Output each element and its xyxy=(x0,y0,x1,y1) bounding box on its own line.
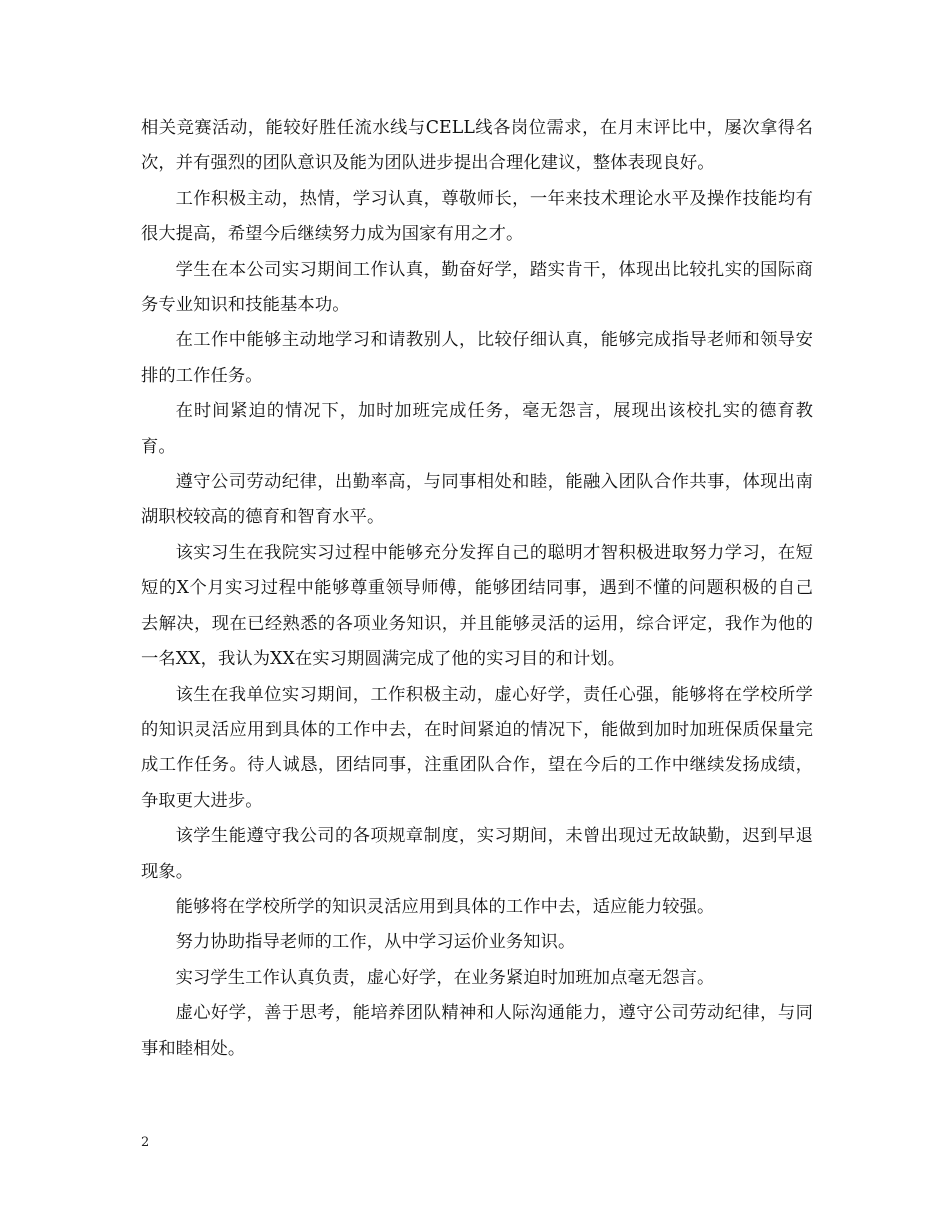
paragraph-9: 该学生能遵守我公司的各项规章制度，实习期间，未曾出现过无故缺勤，迟到早退现象。 xyxy=(141,826,813,882)
paragraph-3: 学生在本公司实习期间工作认真，勤奋好学，踏实肯干，体现出比较扎实的国际商务专业知识和技能基本功。 xyxy=(141,259,813,316)
paragraph-5: 在时间紧迫的情况下，加时加班完成任务，毫无怨言，展现出该校扎实的德育教育。 xyxy=(141,401,813,457)
paragraph-2: 工作积极主动，热情，学习认真，尊敬师长，一年来技术理论水平及操作技能均有很大提高，希望今后继续努力成为国家有用之才。 xyxy=(141,188,813,245)
document-body xyxy=(141,111,813,1067)
paragraph-12: 实习学生工作认真负责，虚心好学，在业务紧迫时加班加点毫无怨言。 xyxy=(175,967,715,988)
paragraph-6: 遵守公司劳动纪律，出勤率高，与同事相处和睦，能融入团队合作共事，体现出南湖职校较高的德育和智育水平。 xyxy=(141,472,813,528)
paragraph-13: 虚心好学，善于思考，能培养团队精神和人际沟通能力，遵守公司劳动纪律，与同事和睦相处。 xyxy=(141,1003,813,1059)
page-number: 2 xyxy=(141,1135,150,1150)
paragraph-7: 该实习生在我院实习过程中能够充分发挥自己的聪明才智积极进取努力学习，在短短的X个月实习过程中能够尊重领导师傅，能够团结同事，遇到不懂的问题积极的自己去解决，现在已经熟悉的各项业务知识，并且能够灵活的运用，综合评定，我作为他的一名XX，我认为XX在实习期圆满完成了他的实习目的和计划。 xyxy=(141,542,813,670)
paragraph-10: 能够将在学校所学的知识灵活应用到具体的工作中去，适应能力较强。 xyxy=(175,896,715,917)
paragraph-11: 努力协助指导老师的工作，从中学习运价业务知识。 xyxy=(175,932,576,953)
paragraph-4: 在工作中能够主动地学习和请教别人，比较仔细认真，能够完成指导老师和领导安排的工作任务。 xyxy=(141,330,813,386)
paragraph-8: 该生在我单位实习期间，工作积极主动，虚心好学，责任心强，能够将在学校所学的知识灵活应用到具体的工作中去，在时间紧迫的情况下，能做到加时加班保质保量完成工作任务。待人诚恳，团结同事，注重团队合作，望在今后的工作中继续发扬成绩，争取更大进步。 xyxy=(141,684,813,811)
paragraph-1: 相关竞赛活动，能较好胜任流水线与CELL线各岗位需求，在月末评比中，屡次拿得名次，并有强烈的团队意识及能为团队进步提出合理化建议，整体表现良好。 xyxy=(141,118,813,174)
